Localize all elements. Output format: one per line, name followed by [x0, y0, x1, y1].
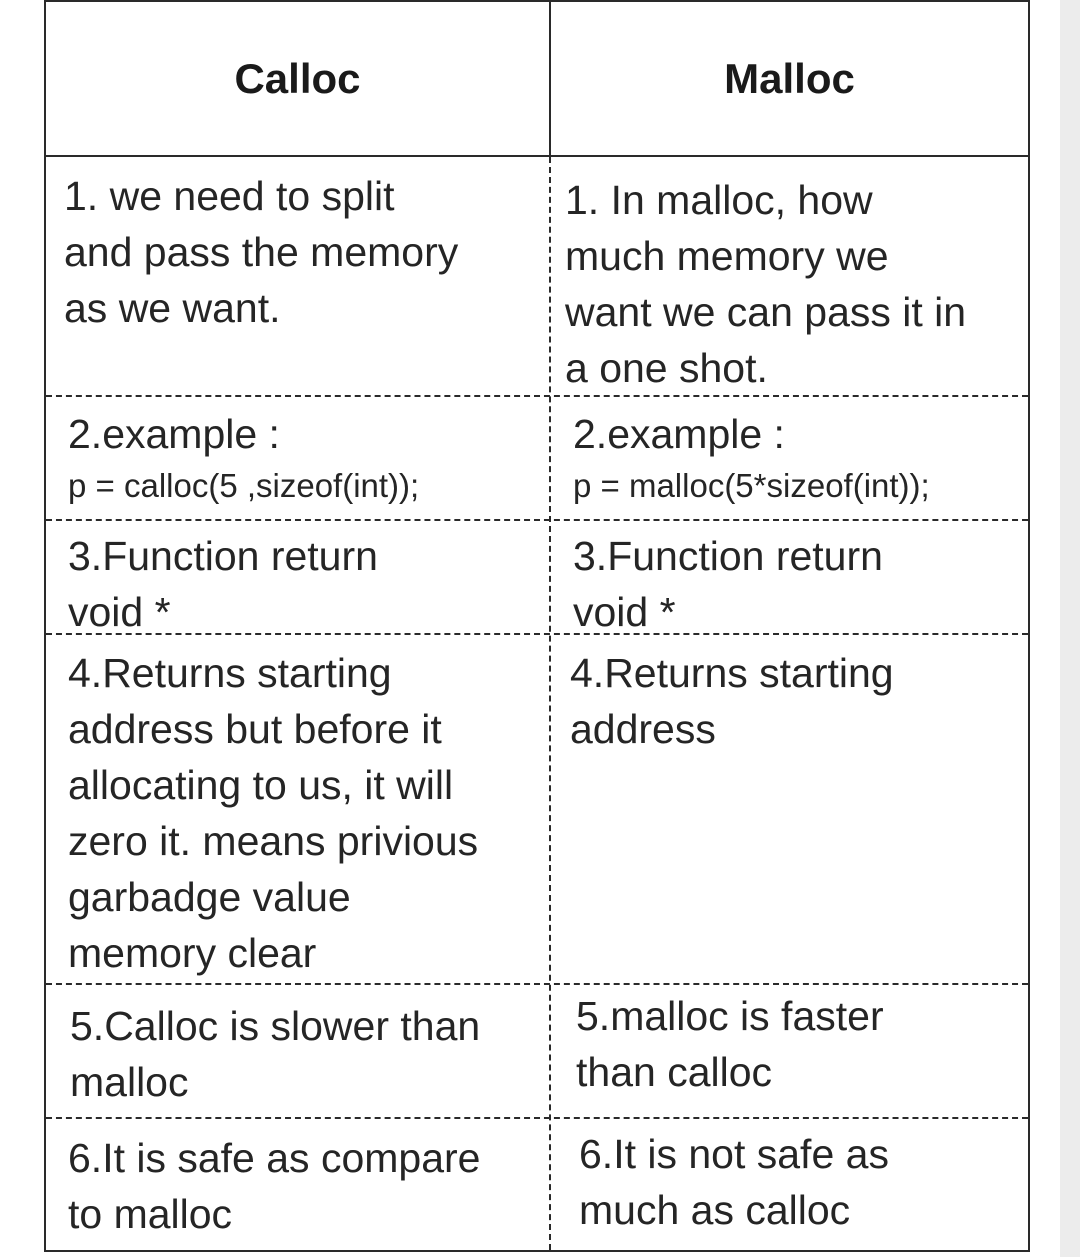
header-divider — [46, 155, 1028, 157]
cell-line: 6.It is safe as compare — [68, 1135, 481, 1181]
cell-line: than calloc — [576, 1049, 773, 1095]
cell-line: 2.example : — [68, 411, 280, 457]
cell-line: address — [570, 706, 716, 752]
cell-line: to malloc — [68, 1191, 233, 1237]
row-divider — [46, 983, 1028, 985]
cell-line: address but before it — [68, 706, 442, 752]
row-divider — [46, 519, 1028, 521]
malloc-cell-5 — [576, 988, 884, 1100]
malloc-cell-4 — [570, 645, 894, 757]
malloc-cell-6 — [579, 1126, 889, 1238]
cell-line: 4.Returns starting — [570, 650, 894, 696]
cell-line: void * — [573, 589, 676, 635]
cell-line: 3.Function return — [573, 533, 883, 579]
cell-line: 1. In malloc, how — [565, 177, 873, 223]
cell-line: malloc — [70, 1059, 189, 1105]
calloc-cell-4 — [68, 645, 478, 981]
cell-line: zero it. means privious — [68, 818, 479, 864]
calloc-cell-5 — [70, 998, 480, 1110]
cell-line: 5.malloc is faster — [576, 993, 884, 1039]
cell-line: memory clear — [68, 930, 317, 976]
cell-code: p = calloc(5 ,sizeof(int)); — [68, 467, 420, 504]
column-divider-dashed — [549, 157, 551, 1250]
row-divider — [46, 1117, 1028, 1119]
cell-line: want we can pass it in — [565, 289, 967, 335]
malloc-cell-1 — [565, 172, 966, 396]
header-calloc: Calloc — [234, 54, 361, 102]
cell-line: 5.Calloc is slower than — [70, 1003, 481, 1049]
cell-line: 3.Function return — [68, 533, 378, 579]
cell-line: much memory we — [565, 233, 889, 279]
cell-line: and pass the memory — [64, 229, 459, 275]
comparison-table — [44, 0, 1030, 1252]
cell-line: allocating to us, it will — [68, 762, 454, 808]
calloc-cell-6 — [68, 1130, 480, 1242]
malloc-cell-2 — [573, 406, 930, 516]
cell-line: 6.It is not safe as — [579, 1131, 889, 1177]
cell-line: 2.example : — [573, 411, 785, 457]
cell-line: as we want. — [64, 285, 281, 331]
header-malloc: Malloc — [724, 54, 855, 102]
calloc-cell-3 — [68, 528, 378, 640]
cell-line: a one shot. — [565, 345, 768, 391]
cell-line: garbadge value — [68, 874, 351, 920]
malloc-cell-3 — [573, 528, 883, 640]
cell-line: 4.Returns starting — [68, 650, 392, 696]
cell-line: much as calloc — [579, 1187, 851, 1233]
cell-line: void * — [68, 589, 171, 635]
cell-line: 1. we need to split — [64, 173, 395, 219]
cell-code: p = malloc(5*sizeof(int)); — [573, 467, 930, 504]
calloc-cell-2 — [68, 406, 419, 516]
calloc-cell-1 — [64, 168, 458, 336]
page-edge — [1060, 0, 1080, 1257]
